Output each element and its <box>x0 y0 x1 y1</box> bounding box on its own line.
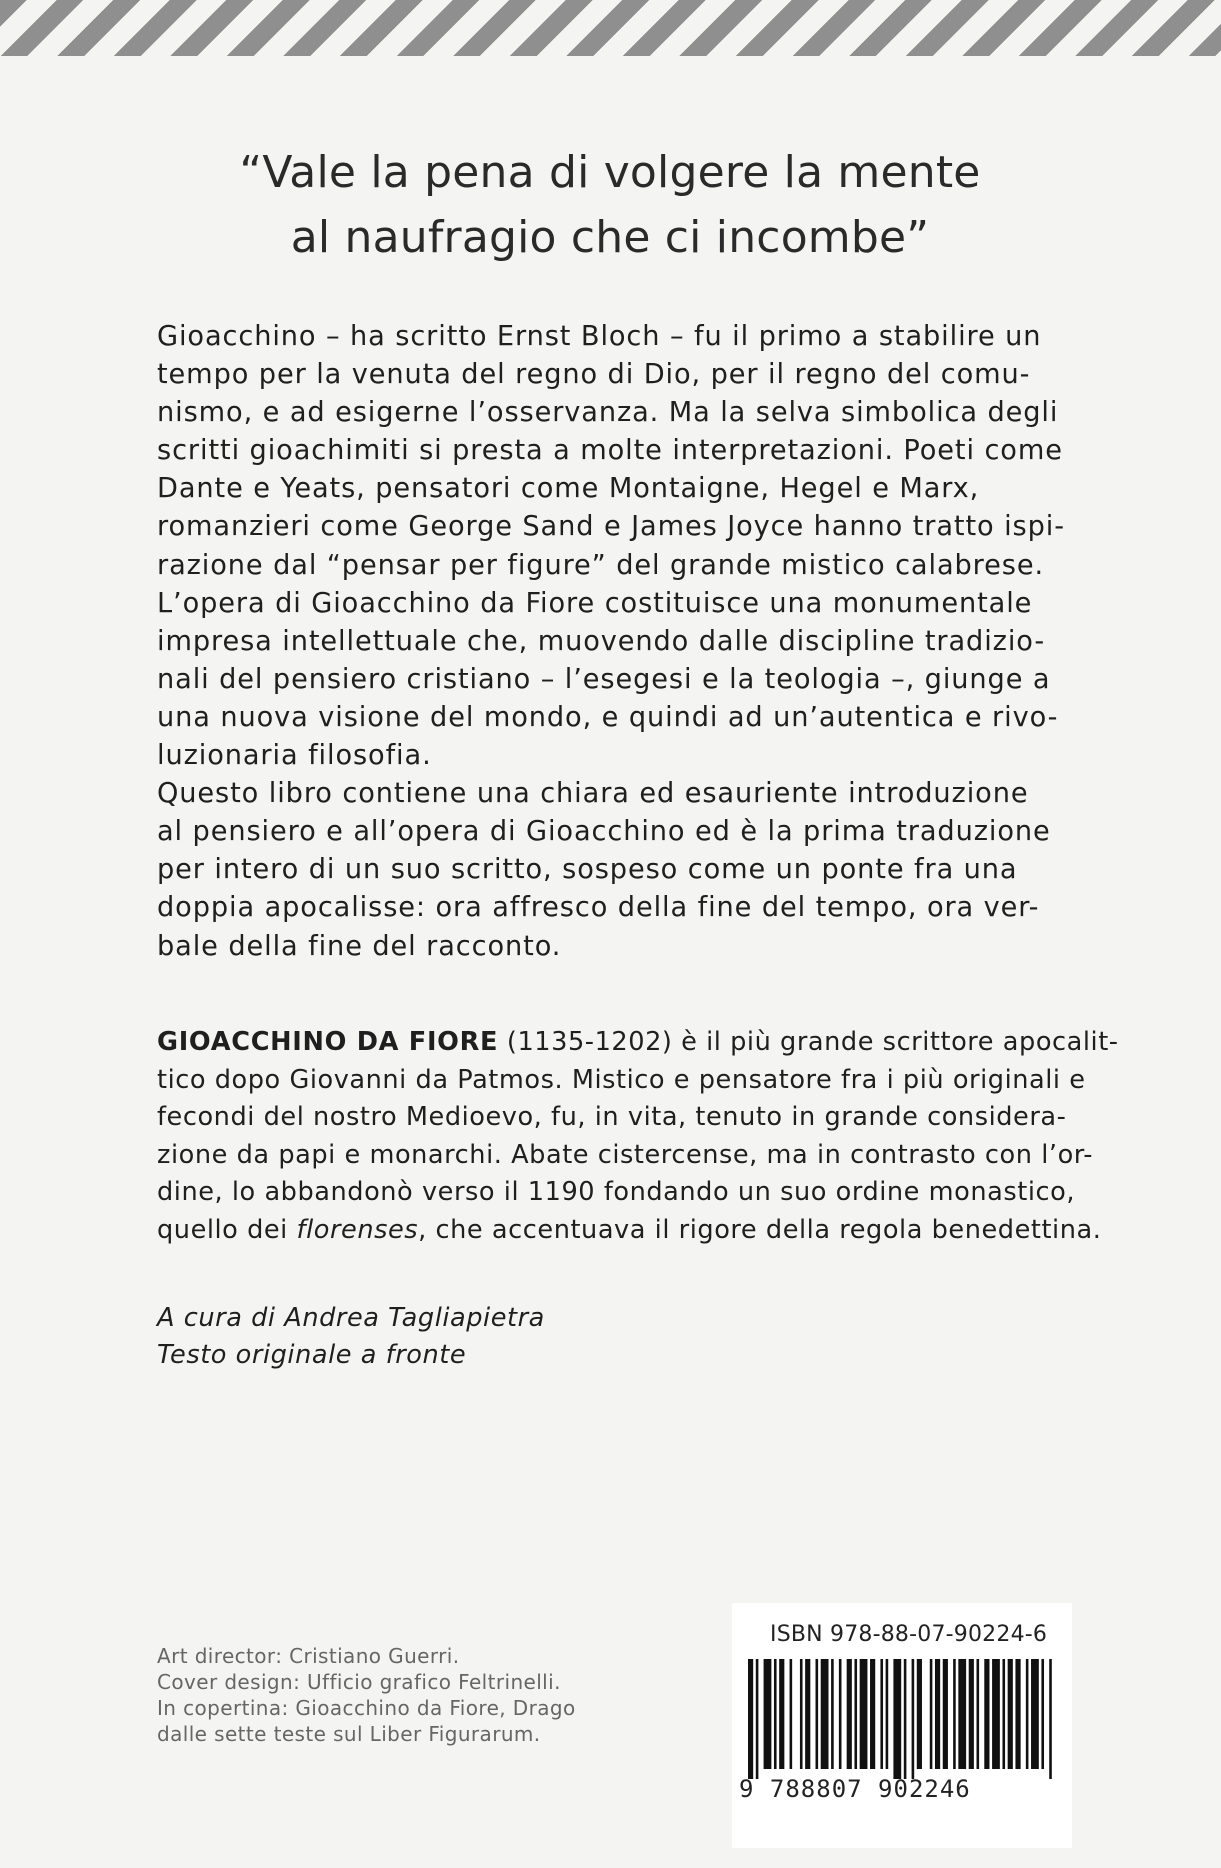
barcode <box>748 1659 1057 1779</box>
barcode-bar <box>774 1659 777 1769</box>
bio-last-line-after: , che accentuava il rigore della regola benedettina. <box>418 1214 1102 1245</box>
description-line: nismo, e ad esigerne l’osservanza. Ma la selva simbolica degli <box>157 397 1059 429</box>
barcode-bar <box>969 1659 974 1769</box>
colophon-line: Art director: Cristiano Guerri. <box>157 1644 460 1668</box>
edition-credits <box>157 1300 545 1374</box>
editor-credit: A cura di Andrea Tagliapietra <box>157 1303 545 1333</box>
barcode-bar <box>839 1659 842 1769</box>
description-line: luzionaria filosofia. <box>157 740 432 772</box>
description-line: Dante e Yeats, pensatori come Montaigne, Hegel e Marx, <box>157 473 980 505</box>
bio-line-1-rest: (1135-1202) è il più grande scrittore apocalit- <box>498 1027 1119 1057</box>
bio-line: dine, lo abbandonò verso il 1190 fondando un suo ordine monastico, <box>157 1177 1076 1207</box>
barcode-bar <box>984 1659 989 1769</box>
colophon-line: In copertina: Gioacchino da Fiore, Drago <box>157 1696 576 1720</box>
barcode-bar <box>904 1659 907 1779</box>
barcode-bar <box>917 1659 922 1769</box>
bio-last-line-before: quello dei <box>157 1214 297 1245</box>
original-text-note: Testo originale a fronte <box>157 1340 467 1370</box>
book-description <box>157 318 1077 966</box>
description-line: al pensiero e all’opera di Gioacchino ed è la prima traduzione <box>157 816 1051 848</box>
description-line: romanzieri come George Sand e James Joyce hanno tratto ispi- <box>157 511 1065 543</box>
bio-line <box>157 1212 1102 1250</box>
barcode-bar <box>953 1659 956 1769</box>
barcode-bar <box>1041 1659 1044 1769</box>
barcode-bar <box>847 1659 852 1769</box>
barcode-bar <box>1031 1659 1039 1769</box>
barcode-number: 9 788807 902246 <box>739 1775 971 1803</box>
isbn-label: ISBN 978-88-07-90224-6 <box>770 1622 1048 1647</box>
barcode-bar <box>821 1659 829 1769</box>
barcode-bar <box>800 1659 803 1769</box>
description-line: nali del pensiero cristiano – l’esegesi e la teologia –, giunge a <box>157 663 1051 695</box>
barcode-bar <box>1026 1659 1029 1769</box>
barcode-bar <box>977 1659 980 1769</box>
barcode-bar <box>935 1659 940 1769</box>
barcode-bar <box>764 1659 772 1769</box>
back-cover-quote <box>150 140 1070 270</box>
author-name: GIOACCHINO DA FIORE <box>157 1027 499 1057</box>
description-line: per intero di un suo scritto, sospeso come un ponte fra una <box>157 854 1018 886</box>
barcode-bar <box>943 1659 948 1769</box>
barcode-bar <box>958 1659 966 1769</box>
bio-line <box>157 1024 1119 1062</box>
barcode-bar <box>831 1659 834 1769</box>
barcode-bar <box>756 1659 759 1779</box>
description-line: scritti gioachimiti si presta a molte interpretazioni. Poeti come <box>157 435 1063 467</box>
barcode-bar <box>860 1659 868 1769</box>
decorative-stripe-band <box>0 0 1221 56</box>
quote-line-1: “Vale la pena di volgere la mente <box>239 147 981 198</box>
bio-line: tico dopo Giovanni da Patmos. Mistico e pensatore fra i più originali e <box>157 1064 1086 1095</box>
barcode-bar <box>816 1659 819 1769</box>
barcode-bar <box>1015 1659 1020 1769</box>
barcode-bar <box>1002 1659 1005 1769</box>
description-line: Gioacchino – ha scritto Ernst Bloch – fu il primo a stabilire un <box>157 321 1042 352</box>
quote-line-2: al naufragio che ci incombe” <box>290 212 930 264</box>
description-line: razione dal “pensar per figure” del grande mistico calabrese. <box>157 549 1044 581</box>
colophon-line: dalle sette teste sul Liber Figurarum. <box>157 1722 541 1746</box>
colophon-line: Cover design: Ufficio grafico Feltrinelli. <box>157 1670 561 1694</box>
description-line: doppia apocalisse: ora affresco della fine del tempo, ora ver- <box>157 892 1040 924</box>
description-line: bale della fine del racconto. <box>157 930 562 962</box>
description-line: L’opera di Gioacchino da Fiore costituisce una monumentale <box>157 587 1033 619</box>
barcode-bar <box>748 1659 753 1779</box>
order-name-italic: florenses <box>296 1214 419 1245</box>
description-line: una nuova visione del mondo, e quindi ad un’autentica e rivo- <box>157 701 1059 733</box>
barcode-bar <box>1008 1659 1013 1769</box>
author-biography <box>157 1024 1119 1249</box>
barcode-bar <box>1049 1659 1052 1779</box>
barcode-bar <box>930 1659 933 1769</box>
barcode-bar <box>886 1659 889 1769</box>
barcode-bar <box>805 1659 810 1769</box>
barcode-bar <box>912 1659 915 1779</box>
barcode-bar <box>992 1659 1000 1769</box>
barcode-bar <box>854 1659 857 1769</box>
bio-line: fecondi del nostro Medioevo, fu, in vita, tenuto in grande considera- <box>157 1102 1067 1132</box>
description-line: impresa intellettuale che, muovendo dalle discipline tradizio- <box>157 625 1046 657</box>
bio-line: zione da papi e monarchi. Abate cistercense, ma in contrasto con l’or- <box>157 1139 1093 1170</box>
barcode-bar <box>870 1659 875 1769</box>
barcode-bar <box>880 1659 883 1769</box>
barcode-bar <box>779 1659 784 1769</box>
description-line: tempo per la venuta del regno di Dio, per il regno del comu- <box>157 359 1031 391</box>
barcode-bar <box>893 1659 901 1779</box>
colophon <box>157 1643 576 1747</box>
barcode-bar <box>790 1659 793 1769</box>
description-line: Questo libro contiene una chiara ed esauriente introduzione <box>157 778 1029 810</box>
